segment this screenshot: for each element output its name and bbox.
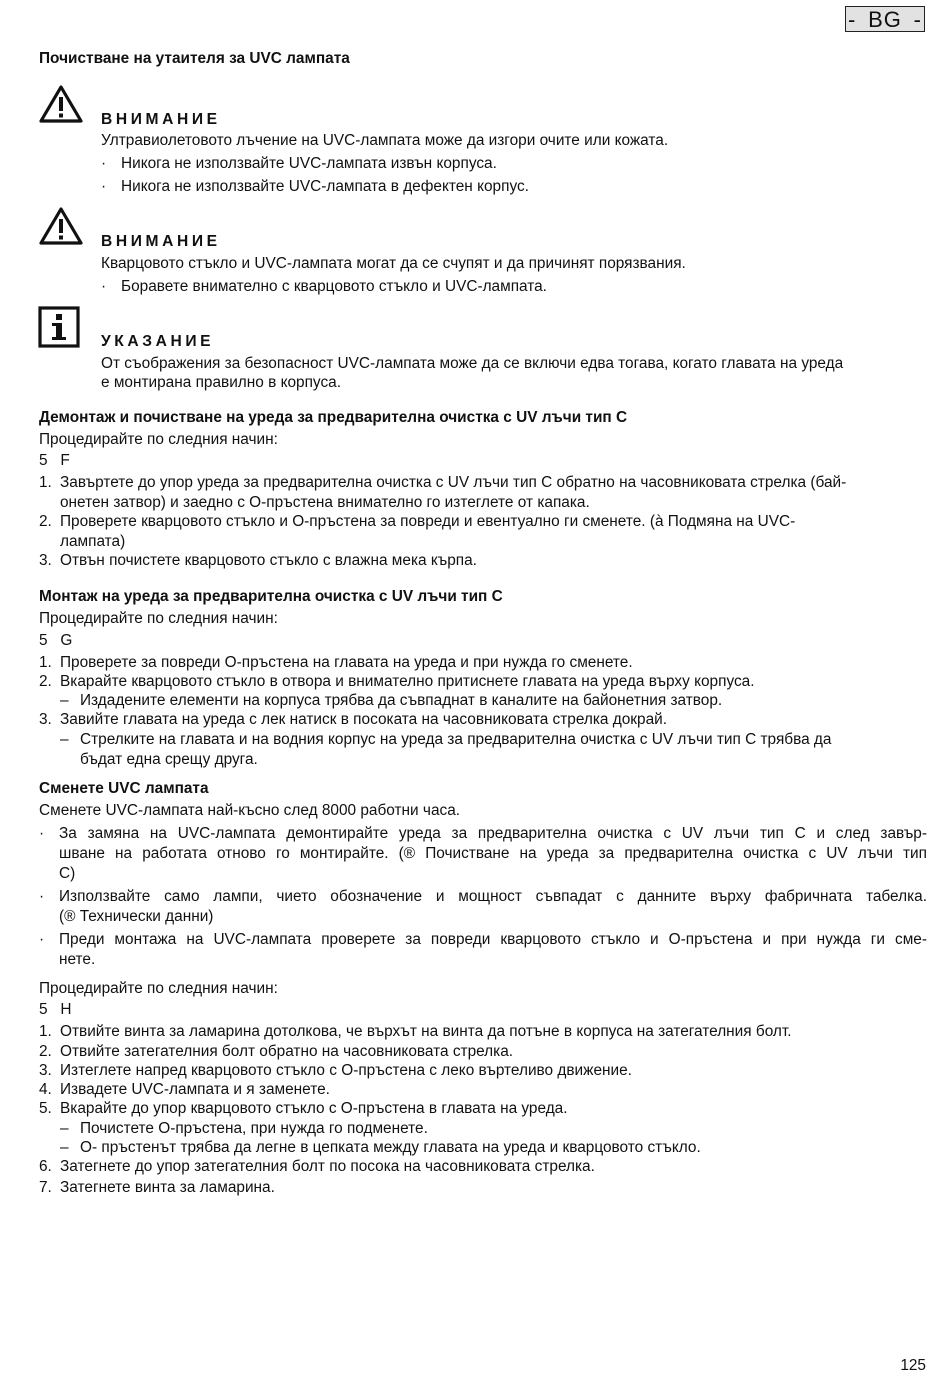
- list-item: 6. Затегнете до упор затегателния болт по посока на часовниковата стрелка.: [39, 1158, 595, 1175]
- list-item: 3. Изтеглете напред кварцовото стъкло с О-пръстена с леко въртеливо движение.: [39, 1062, 632, 1079]
- list-item: 1. Проверете за повреди О-пръстена на главата на уреда и при нужда го сменете.: [39, 654, 633, 671]
- language-label: BG: [868, 7, 902, 32]
- list-item: 2. Отвийте затегателния болт обратно на часовниковата стрелка.: [39, 1043, 514, 1060]
- warning-caption: ВНИМАНИЕ: [101, 111, 221, 128]
- warning-triangle-icon: [38, 206, 84, 246]
- list-sub-item: – Почистете О-пръстена, при нужда го подменете.: [60, 1120, 428, 1137]
- note-text-line: От съображения за безопасност UVC-лампата може да се включи едва тогава, когато главата на уреда: [101, 355, 844, 372]
- list-item: · Никога не използвайте UVC-лампата в дефектен корпус.: [101, 178, 529, 195]
- list-item: 4. Извадете UVC-лампата и я заменете.: [39, 1081, 330, 1098]
- warning-text: Кварцовото стъкло и UVC-лампата могат да се счупят и да причинят порязвания.: [101, 255, 686, 272]
- procedure-intro: Процедирайте по следния начин:: [39, 431, 278, 448]
- list-item: · Боравете внимателно с кварцовото стъкло и UVC-лампата.: [101, 278, 547, 295]
- figure-reference: 5 F: [39, 452, 70, 469]
- list-item: · Преди монтажа на UVC-лампата проверете за повреди кварцовото стъкло и О-пръстена и при нужда ги сме- нете.: [39, 931, 927, 968]
- note-caption: УКАЗАНИЕ: [101, 333, 215, 350]
- list-sub-item: – Издадените елементи на корпуса трябва да съвпаднат в каналите на байонетния затвор.: [60, 692, 723, 709]
- list-item: 7. Затегнете винта за ламарина.: [39, 1179, 275, 1196]
- page-number: 125: [900, 1357, 926, 1374]
- list-item: 3. Отвън почистете кварцовото стъкло с влажна мека кърпа.: [39, 552, 477, 569]
- list-item: · Използвайте само лампи, чието обозначение и мощност съвпадат с данните върху фабричната табелка. (® Технически данни): [39, 888, 927, 925]
- list-item: 1. Отвийте винта за ламарина дотолкова, че върхът на винта да потъне в корпуса на затегателния болт.: [39, 1023, 792, 1040]
- warning-text: Ултравиолетовото лъчение на UVC-лампата може да изгори очите или кожата.: [101, 132, 669, 149]
- info-icon: [38, 306, 80, 348]
- procedure-intro: Процедирайте по следния начин:: [39, 610, 278, 627]
- language-tab: - BG -: [845, 6, 925, 32]
- list-sub-item: – Стрелките на главата и на водния корпус на уреда за предварителна очистка с UV лъчи тип C трябва да бъдат една срещу друга.: [60, 731, 832, 768]
- replace-interval-text: Сменете UVC-лампата най-късно след 8000 работни часа.: [39, 802, 461, 819]
- figure-reference: 5 G: [39, 632, 73, 649]
- warning-caption: ВНИМАНИЕ: [101, 233, 221, 250]
- warning-triangle-icon: [38, 84, 84, 124]
- list-item: · Никога не използвайте UVC-лампата извън корпуса.: [101, 155, 497, 172]
- section-title-replace-uvc: Сменете UVC лампата: [39, 780, 209, 797]
- figure-reference: 5 H: [39, 1001, 72, 1018]
- list-item: 1. Завъртете до упор уреда за предварителна очистка с UV лъчи тип C обратно на часовниковата стрелка (бай- онетен затвор) и заедно с О-пръстена внимателно го изтеглете от капака.: [39, 474, 847, 511]
- section-title-uvc-cleaning: Почистване на утаителя за UVC лампата: [39, 50, 350, 67]
- note-text-line: е монтирана правилно в корпуса.: [101, 374, 341, 391]
- section-title-mounting: Монтаж на уреда за предварителна очистка с UV лъчи тип C: [39, 588, 503, 605]
- list-item: 3. Завийте главата на уреда с лек натиск в посоката на часовниковата стрелка докрай.: [39, 711, 668, 728]
- section-title-dismantling: Демонтаж и почистване на уреда за предварителна очистка с UV лъчи тип C: [39, 409, 628, 426]
- procedure-intro: Процедирайте по следния начин:: [39, 980, 278, 997]
- list-item: 5. Вкарайте до упор кварцовото стъкло с О-пръстена в главата на уреда.: [39, 1100, 568, 1117]
- list-item: 2. Вкарайте кварцовото стъкло в отвора и внимателно притиснете главата на уреда върху корпуса.: [39, 673, 755, 690]
- list-sub-item: – О- пръстенът трябва да легне в цепката между главата на уреда и кварцовото стъкло.: [60, 1139, 701, 1156]
- list-item: · За замяна на UVC-лампата демонтирайте уреда за предварителна очистка с UV лъчи тип C и след завър- шване на работата отново го монтирайте. (® Почистване на уреда за предварителна очистка с UV лъчи тип C): [39, 825, 927, 882]
- list-item: 2. Проверете кварцовото стъкло и О-пръстена за повреди и евентуално ги сменете. (à Подмяна на UVC- лампата): [39, 513, 796, 550]
